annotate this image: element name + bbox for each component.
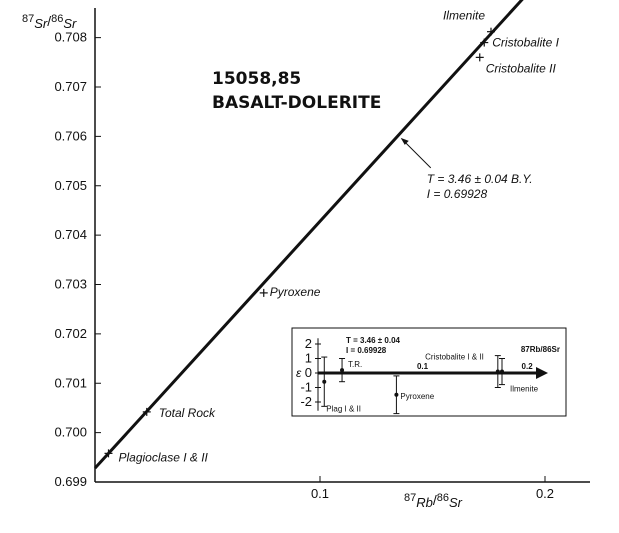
y-axis-label-part: 86 — [51, 13, 64, 25]
x-axis-label-part: 87 — [404, 492, 417, 504]
data-point-label: Pyroxene — [269, 284, 321, 299]
x-axis-label-part: / — [432, 492, 437, 508]
isochron-initial-label: I = 0.69928 — [426, 186, 488, 201]
chart-subtitle: BASALT-DOLERITE — [212, 93, 382, 113]
isochron-age-label: T = 3.46 ± 0.04 B.Y. — [426, 171, 533, 186]
inset-data-point — [340, 368, 344, 372]
y-tick-label: 0.706 — [54, 128, 87, 144]
inset-residual-plot — [292, 328, 566, 416]
x-axis-label-part: 86 — [436, 492, 450, 504]
y-tick-label: 0.708 — [54, 29, 87, 45]
x-axis-label — [404, 492, 463, 510]
inset-data-point — [322, 380, 326, 384]
inset-point-label: Ilmenite — [510, 384, 539, 394]
inset-y-tick-label: -2 — [300, 394, 312, 409]
inset-y-tick-label: 2 — [304, 336, 312, 351]
inset-data-point — [500, 370, 504, 374]
inset-data-point — [394, 393, 398, 397]
data-point-label: Plagioclase I & II — [118, 450, 208, 465]
inset-point-label: Plag I & II — [326, 404, 361, 414]
y-tick-label: 0.702 — [54, 325, 87, 341]
y-tick-label: 0.705 — [54, 177, 87, 193]
y-axis-label-part: Sr — [63, 16, 77, 31]
inset-point-label: Cristobalite I & II — [425, 352, 484, 362]
y-tick-label: 0.699 — [54, 474, 87, 489]
data-point-label: Total Rock — [158, 405, 215, 420]
y-tick-label: 0.701 — [54, 375, 87, 391]
x-axis-label-text — [404, 492, 463, 510]
y-axis-label-part: / — [47, 13, 52, 29]
x-tick-label: 0.2 — [535, 486, 555, 501]
inset-age-label: T = 3.46 ± 0.04 — [346, 336, 400, 345]
inset-data-point — [496, 370, 500, 374]
inset-y-label: ε — [296, 366, 302, 380]
data-point-label: Ilmenite — [442, 8, 485, 23]
data-point-label: Cristobalite II — [485, 61, 556, 76]
y-axis-label — [22, 13, 77, 31]
inset-x-axis-label: 87Rb/86Sr — [520, 345, 560, 354]
inset-initial-label: I = 0.69928 — [346, 346, 387, 355]
y-axis-label-part: 87 — [22, 13, 35, 25]
x-axis-label-part: Rb — [416, 495, 433, 510]
x-tick-label: 0.1 — [310, 486, 330, 501]
data-point-label: Cristobalite I — [492, 35, 559, 50]
chart-title: 15058,85 — [212, 69, 302, 89]
isochron-arrow-head — [401, 138, 409, 145]
y-tick-label: 0.704 — [54, 227, 87, 243]
inset-y-tick-label: -1 — [300, 379, 312, 395]
y-axis-label-text — [22, 13, 77, 31]
inset-x-tick-label: 0.2 — [521, 362, 533, 371]
inset-y-tick-label: 1 — [304, 350, 312, 366]
y-tick-label: 0.707 — [54, 79, 87, 94]
y-axis-label-part: Sr — [34, 16, 48, 31]
x-axis-label-part: Sr — [449, 495, 463, 510]
inset-x-tick-label: 0.1 — [416, 362, 429, 371]
chart-title-block — [212, 69, 381, 113]
inset-point-label: T.R. — [348, 360, 363, 370]
inset-y-tick-label: 0 — [304, 365, 312, 380]
y-tick-label: 0.700 — [54, 424, 87, 440]
inset-point-label: Pyroxene — [400, 391, 435, 401]
y-tick-label: 0.703 — [54, 276, 87, 292]
y-axis-ticks — [54, 30, 101, 489]
